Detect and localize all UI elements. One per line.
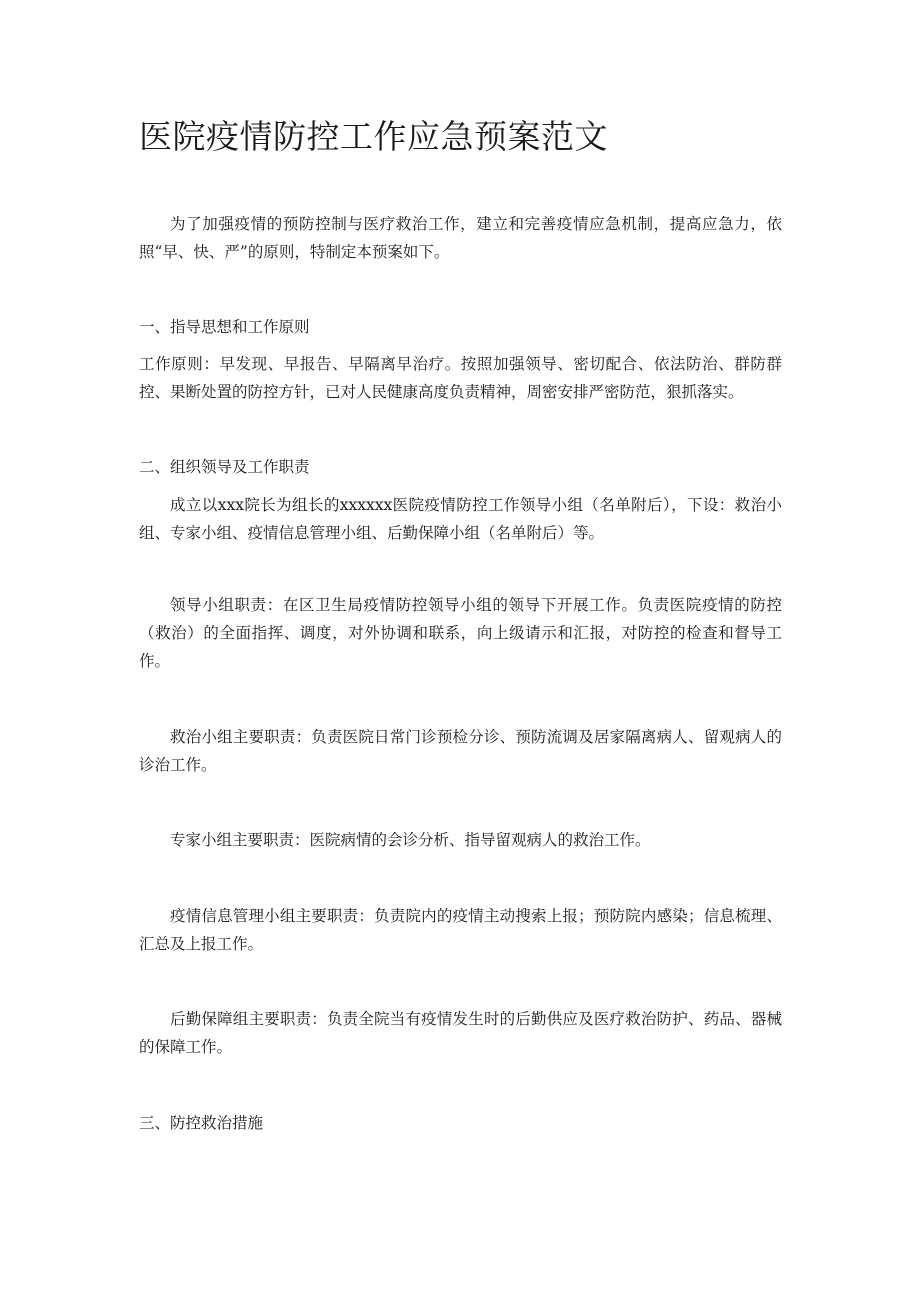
section-2-paragraph-treatment-duties: 救治小组主要职责：负责医院日常门诊预检分诊、预防流调及居家隔离病人、留观病人的诊治工作。 [139,728,782,774]
section-1-body: 工作原则：早发现、早报告、早隔离早治疗。按照加强领导、密切配合、依法防治、群防群控、果断处置的防控方针，已对人民健康高度负责精神，周密安排严密防范，狠抓落实。 [139,355,782,401]
section-2-paragraph-info-duties: 疫情信息管理小组主要职责：负责院内的疫情主动搜索上报；预防院内感染；信息梳理、汇总及上报工作。 [139,907,782,953]
section-2-paragraph-expert-duties: 专家小组主要职责：医院病情的会诊分析、指导留观病人的救治工作。 [170,831,651,849]
intro-paragraph: 为了加强疫情的预防控制与医疗救治工作，建立和完善疫情应急机制，提高应急力，依照“早、快、严”的原则，特制定本预案如下。 [139,215,782,261]
section-2-paragraph-leader-duties: 领导小组职责：在区卫生局疫情防控领导小组的领导下开展工作。负责医院疫情的防控（救治）的全面指挥、调度，对外协调和联系，向上级请示和汇报，对防控的检查和督导工作。 [139,596,782,670]
section-2-paragraph-leadership-group: 成立以xxx院长为组长的xxxxxx医院疫情防控工作领导小组（名单附后），下设：救治小组、专家小组、疫情信息管理小组、后勤保障小组（名单附后）等。 [139,496,782,542]
section-1-heading: 一、指导思想和工作原则 [139,318,310,336]
section-2-heading: 二、组织领导及工作职责 [139,458,310,476]
section-2-paragraph-logistics-duties: 后勤保障组主要职责：负责全院当有疫情发生时的后勤供应及医疗救治防护、药品、器械的保障工作。 [139,1010,782,1056]
document-title: 医院疫情防控工作应急预案范文 [139,117,608,156]
section-3-heading: 三、防控救治措施 [139,1114,264,1132]
